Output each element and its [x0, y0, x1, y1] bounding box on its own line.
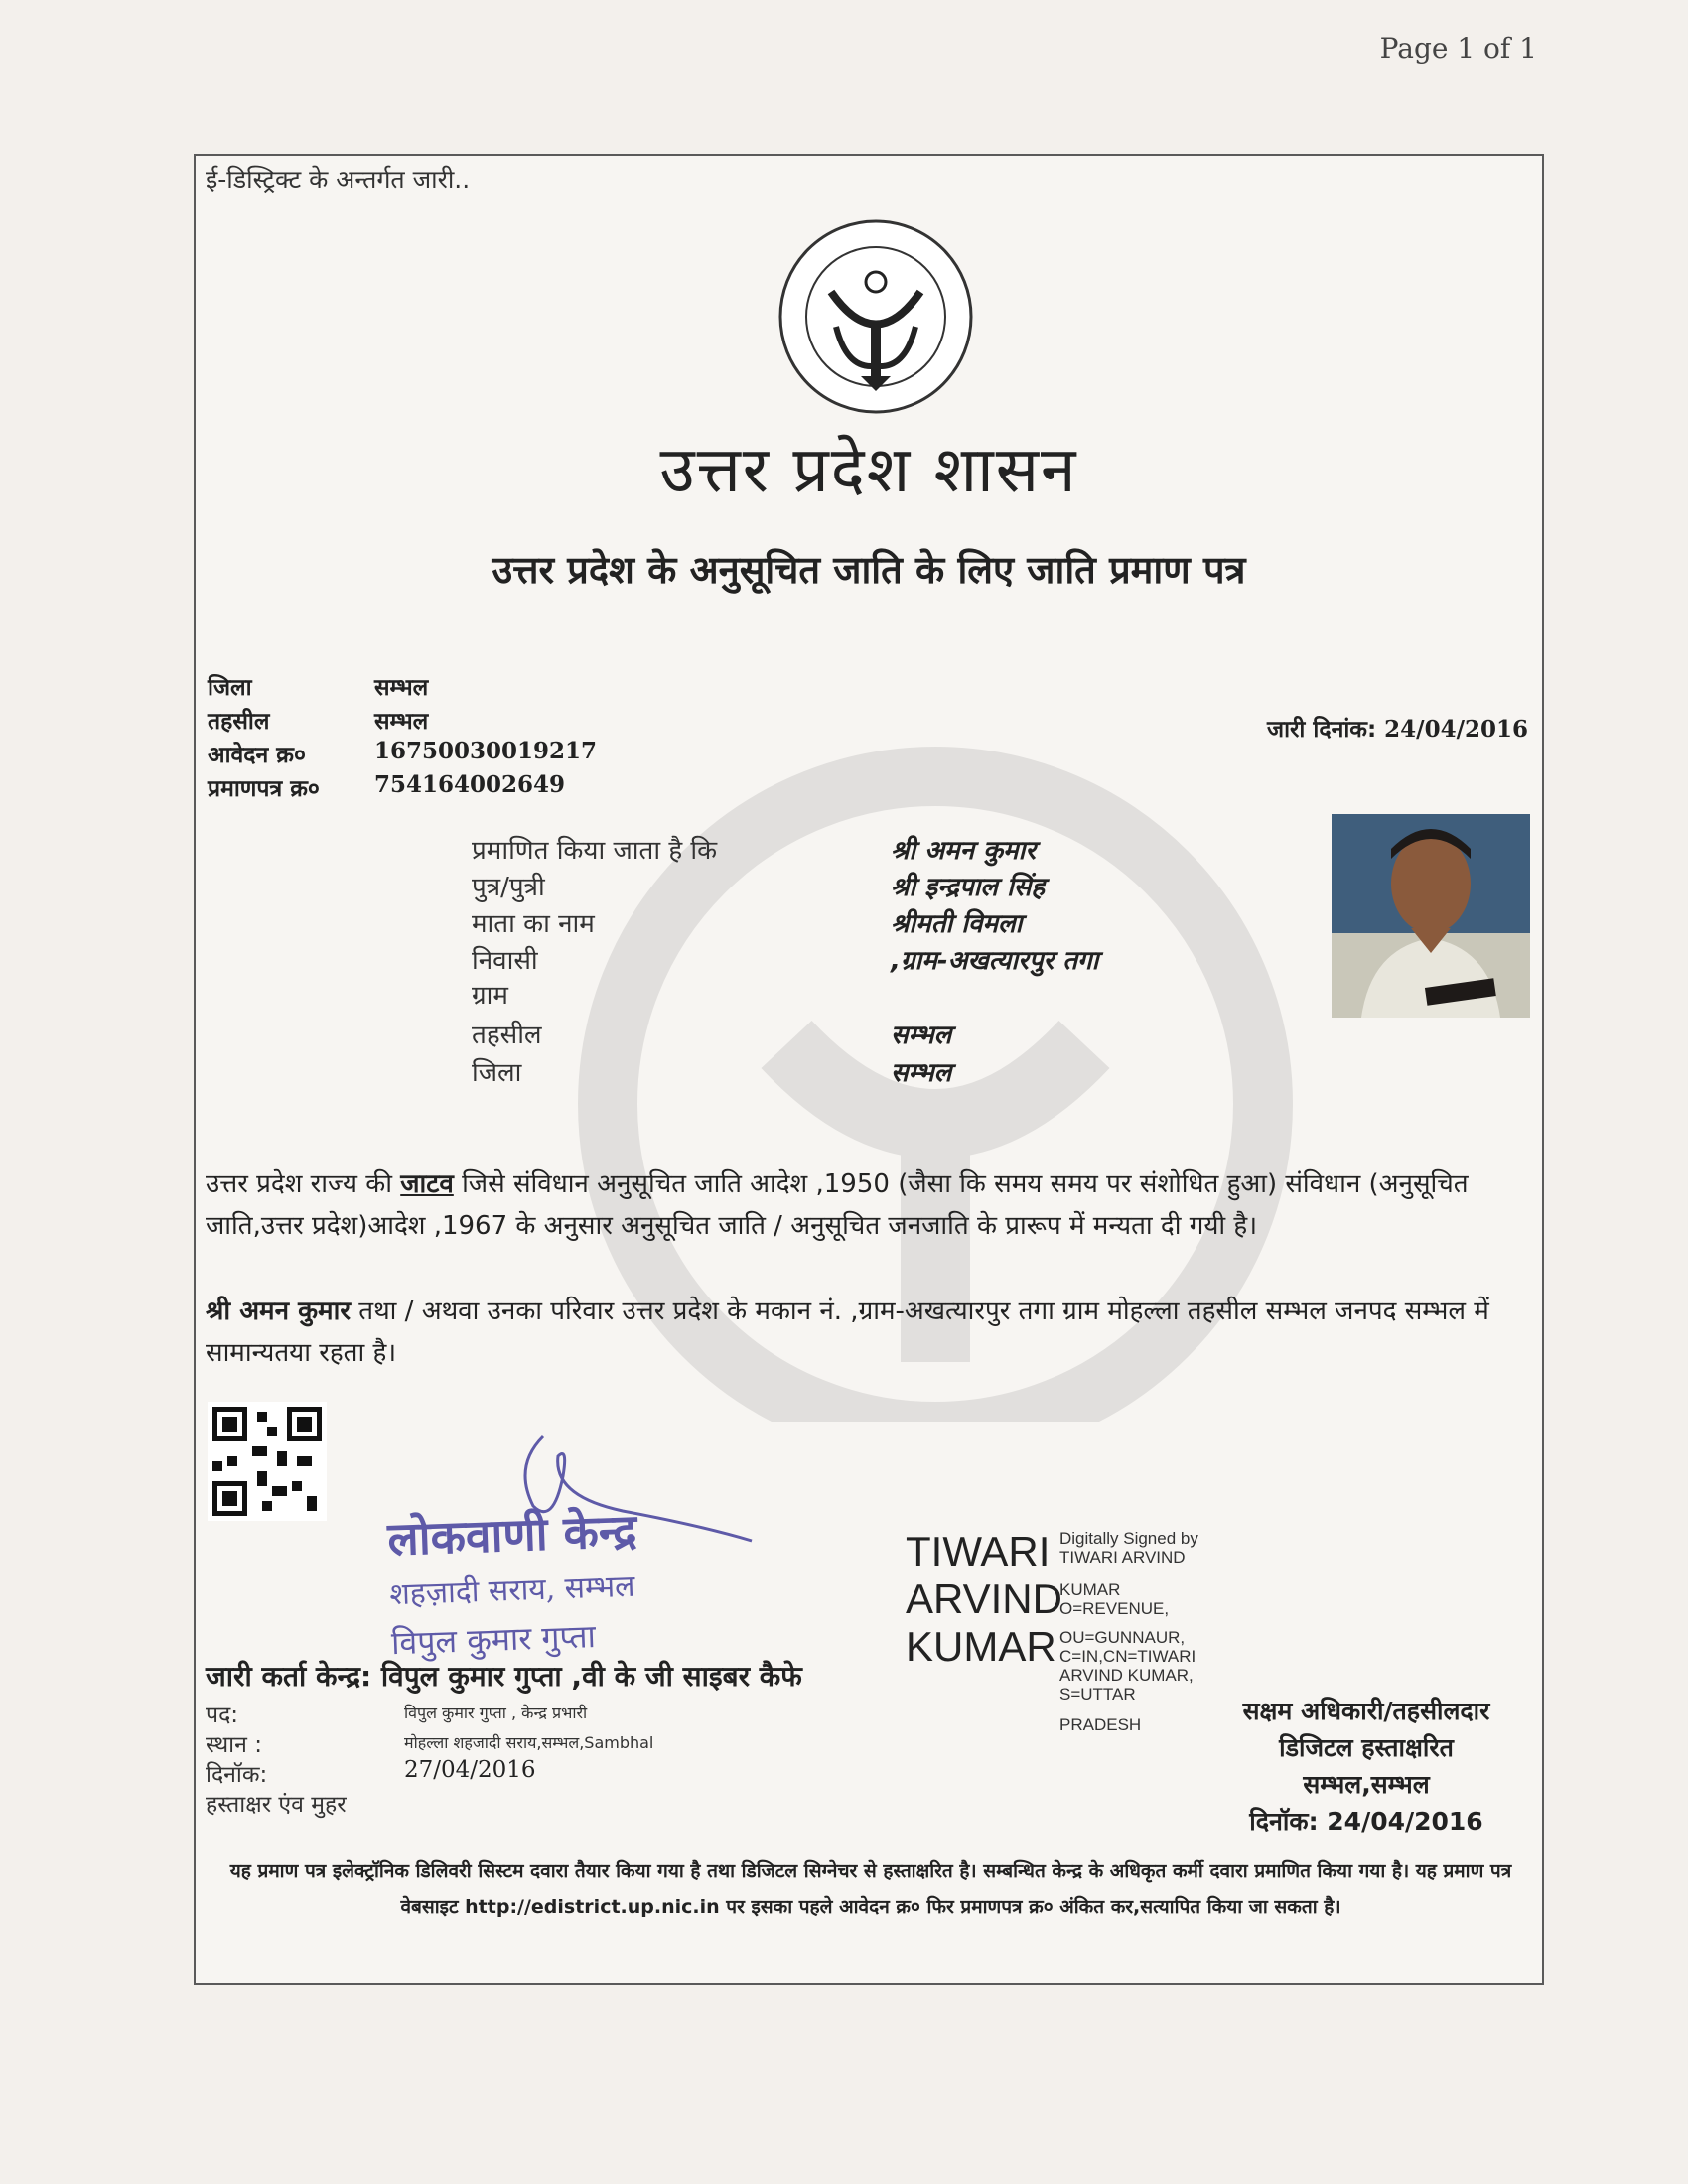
field-certified-value: श्री अमन कुमार [891, 836, 1036, 866]
field-district-value: सम्भल [891, 1058, 952, 1088]
meta-certificate-no-value: 754164002649 [374, 771, 566, 798]
up-govt-emblem-icon [776, 217, 975, 416]
issuer-date-label: दिनॉक: [206, 1762, 268, 1788]
dsig-detail-line: ARVIND KUMAR, [1059, 1666, 1194, 1685]
dsig-detail-line: C=IN,CN=TIWARI [1059, 1647, 1196, 1666]
field-village-label: ग्राम [472, 981, 508, 1011]
dsig-detail-line: Digitally Signed by [1059, 1529, 1198, 1548]
meta-tehsil-value: सम्भल [374, 709, 429, 735]
field-tehsil-value: सम्भल [891, 1021, 952, 1050]
page-number: Page 1 of 1 [1379, 32, 1537, 65]
centre-stamp [386, 1495, 749, 1664]
field-mother-label: माता का नाम [472, 909, 595, 939]
signature-seal-label: हस्ताक्षर एंव मुहर [206, 1792, 347, 1818]
dsig-big-line-2: ARVIND [906, 1575, 1062, 1622]
authority-line-1: सक्षम अधिकारी/तहसीलदार [1242, 1697, 1490, 1725]
authority-line-3: सम्भल,सम्भल [1303, 1770, 1430, 1799]
field-son-daughter-value: श्री इन्द्रपाल सिंह [891, 873, 1046, 902]
issue-date-label: जारी दिनांक: [1267, 717, 1377, 743]
residence-paragraph [206, 1291, 1536, 1374]
place-value: मोहल्ला शहजादी सराय,सम्भल,Sambhal [404, 1733, 654, 1752]
issue-date [1267, 712, 1528, 744]
field-certified-label: प्रमाणित किया जाता है कि [472, 836, 718, 866]
caste-declaration-paragraph [206, 1163, 1536, 1247]
verification-note: यह प्रमाण पत्र इलेक्ट्रॉनिक डिलिवरी सिस्टम दवारा तैयार किया गया है तथा डिजिटल सिग्नेचर से हस्ताक्षरित है। सम्बन्धित केन्द्र के अधिकृत कर्मी दवारा प्रमाणित किया गया है। यह प्रमाण पत्र वेबसाइट http://edistrict.up.nic.in पर इसका पहले आवेदन क्र० फिर प्रमाणपत्र क्र० अंकित कर,सत्यापित किया जा सकता है। [229, 1860, 1512, 1918]
meta-certificate-no-label: प्रमाणपत्र क्र० [208, 776, 320, 802]
certificate [194, 154, 1544, 1985]
meta-district-value: सम्भल [374, 675, 429, 701]
dsig-detail-line: S=UTTAR [1059, 1685, 1136, 1704]
dsig-detail-line: PRADESH [1059, 1715, 1142, 1734]
stamp-line-3: विपुल कुमार गुप्ता [390, 1617, 597, 1663]
meta-district-label: जिला [208, 675, 252, 701]
p1-part-a: उत्तर प्रदेश राज्य की [206, 1169, 401, 1199]
issue-date-value: 24/04/2016 [1384, 716, 1528, 743]
p2-rest: तथा / अथवा उनका परिवार उत्तर प्रदेश के मकान नं. ,ग्राम-अखत्यारपुर तगा ग्राम मोहल्ला तहसील सम्भल जनपद सम्भल में सामान्यतया रहता है। [206, 1297, 1489, 1368]
applicant-photo [1332, 814, 1530, 1018]
post-label: पद: [206, 1703, 239, 1728]
meta-application-no [208, 738, 597, 769]
field-tehsil-label: तहसील [472, 1021, 542, 1050]
dsig-big-line-1: TIWARI [906, 1528, 1051, 1574]
post-value: विपुल कुमार गुप्ता , केन्द्र प्रभारी [404, 1704, 588, 1722]
field-resident-value: ,ग्राम-अखत्यारपुर तगा [891, 946, 1099, 976]
issuing-centre-label: जारी कर्ता केन्द्र: [206, 1660, 372, 1693]
field-son-daughter-label: पुत्र/पुत्री [472, 873, 545, 902]
stamp-line-2: शहज़ादी सराय, सम्भल [388, 1569, 636, 1613]
dsig-detail-line: KUMAR [1059, 1580, 1121, 1599]
meta-district [208, 670, 428, 702]
digital-signature-name [906, 1528, 1062, 1671]
meta-tehsil-label: तहसील [208, 709, 270, 735]
meta-application-no-value: 16750030019217 [374, 738, 598, 764]
issuing-centre-value: विपुल कुमार गुप्ता ,वी के जी साइबर कैफे [380, 1660, 802, 1693]
digital-signature-details [1059, 1529, 1198, 1734]
government-title: उत्तर प्रदेश शासन [659, 434, 1078, 507]
issuing-centre [206, 1657, 802, 1695]
caste-name: जाटव [400, 1169, 454, 1199]
person-photo-icon [1332, 814, 1530, 1018]
authority-date: दिनॉक: 24/04/2016 [1249, 1807, 1483, 1836]
meta-application-no-label: आवेदन क्र० [208, 743, 306, 768]
meta-certificate-no [208, 771, 565, 803]
stamp-line-1: लोकवाणी केन्द्र [386, 1503, 638, 1567]
certificate-title: उत्तर प्रदेश के अनुसूचित जाति के लिए जाति प्रमाण पत्र [492, 548, 1246, 592]
authority-line-2: डिजिटल हस्ताक्षरित [1279, 1733, 1454, 1762]
competent-authority [1202, 1693, 1530, 1840]
p1-part-b: जिसे संविधान अनुसूचित जाति आदेश ,1950 (जैसा कि समय समय पर संशोधित हुआ) संविधान (अनुसूचित जाति,उत्तर प्रदेश)आदेश ,1967 के अनुसार अनुसूचित जाति / अनुसूचित जनजाति के प्रारूप में मन्यता दी गयी है। [206, 1169, 1469, 1241]
field-district-label: जिला [472, 1058, 522, 1088]
issuer-date-value: 27/04/2016 [404, 1757, 536, 1783]
dsig-detail-line: O=REVENUE, [1059, 1599, 1170, 1618]
qr-code-icon [208, 1402, 327, 1521]
dsig-detail-line: TIWARI ARVIND [1059, 1548, 1186, 1567]
field-mother-value: श्रीमती विमला [891, 909, 1023, 939]
dsig-big-line-3: KUMAR [906, 1623, 1056, 1670]
p2-name: श्री अमन कुमार [206, 1297, 351, 1326]
field-resident-label: निवासी [472, 946, 538, 976]
issued-under-text: ई-डिस्ट्रिक्ट के अन्तर्गत जारी.. [206, 165, 471, 194]
meta-tehsil [208, 704, 428, 736]
place-label: स्थान : [206, 1732, 262, 1758]
dsig-detail-line: OU=GUNNAUR, [1059, 1628, 1186, 1647]
